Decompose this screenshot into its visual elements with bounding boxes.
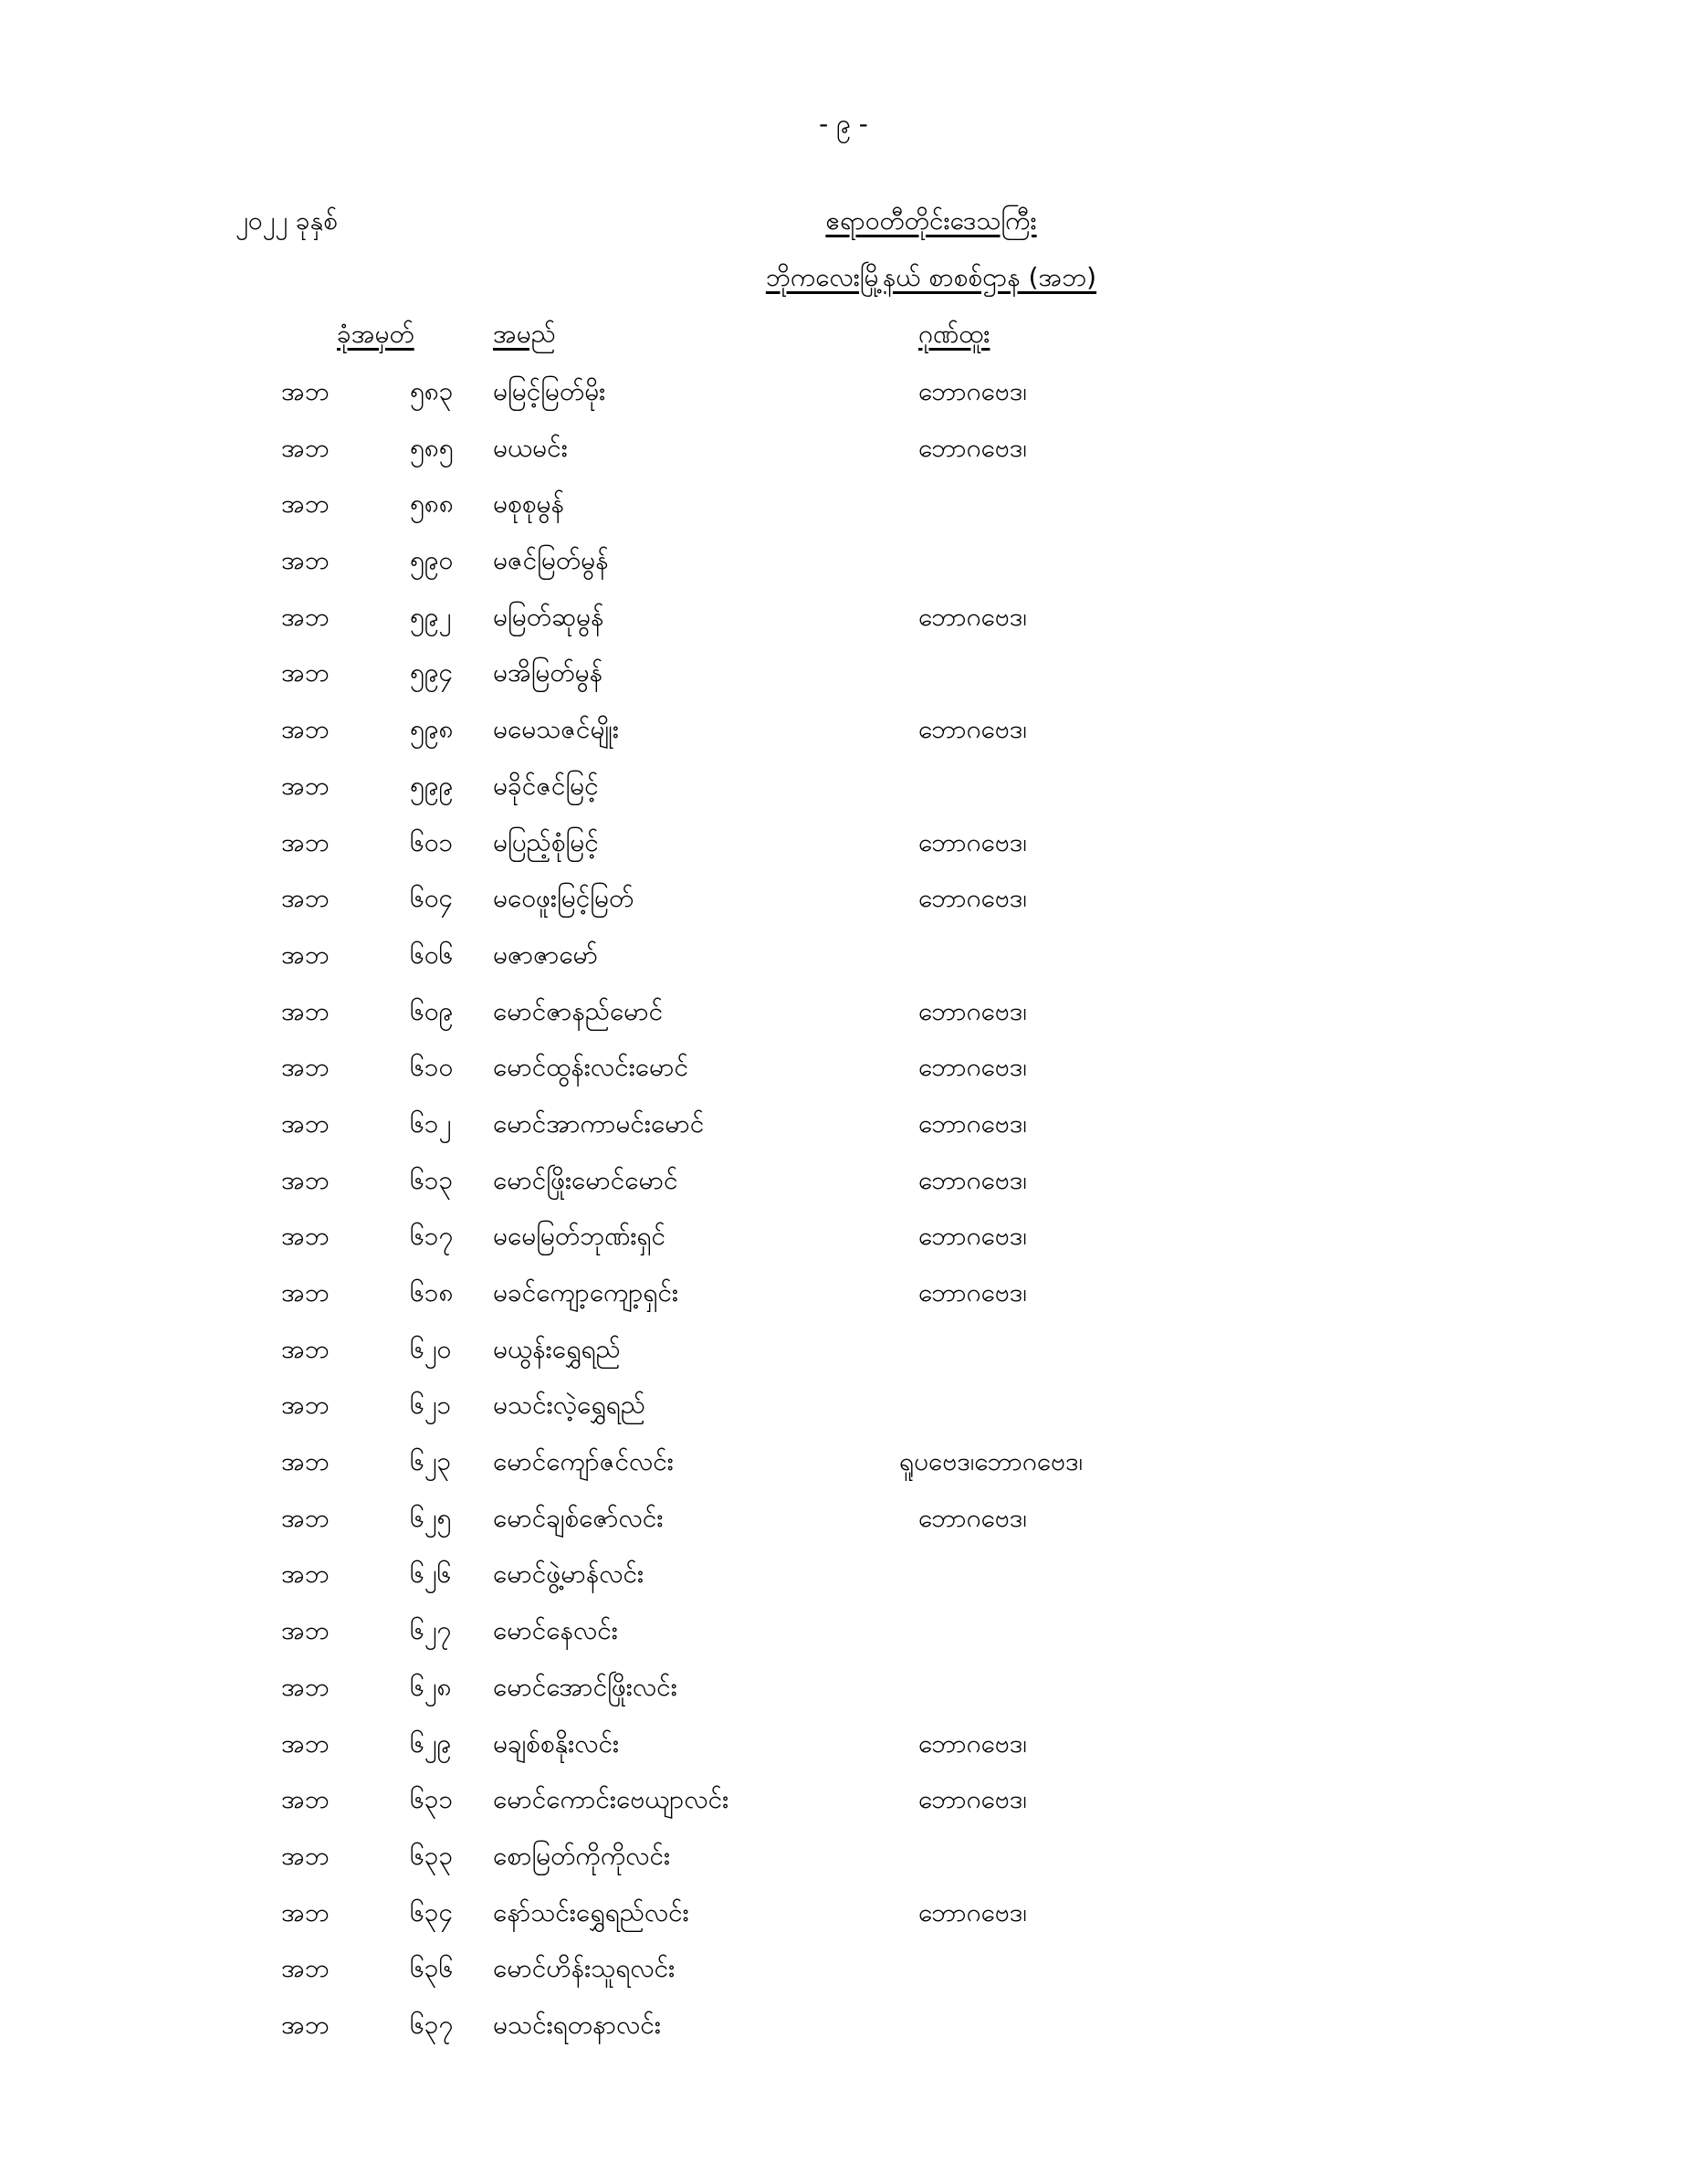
student-name: မယွန်းရွှေရည် <box>493 1333 621 1364</box>
student-name: မမြင့်မြတ်မိုး <box>493 376 606 406</box>
roll-number: ၆၁၇ <box>410 1221 454 1252</box>
roll-number: ၆၀၁ <box>410 826 454 857</box>
list-item <box>0 1277 1687 1334</box>
roll-prefix: အဘ <box>281 1390 330 1421</box>
roll-prefix: အဘ <box>281 601 330 632</box>
student-name: မောင်ဟိန်းသူရလင်း <box>493 1953 676 1984</box>
list-item <box>0 1559 1687 1615</box>
list-item <box>0 883 1687 940</box>
roll-prefix: အဘ <box>281 1164 330 1195</box>
roll-prefix: အဘ <box>281 714 330 745</box>
honors: ဘောဂဗေဒ၊ <box>918 995 1027 1026</box>
roll-prefix: အဘ <box>281 1671 330 1702</box>
roll-number: ၅၉၂ <box>410 601 452 632</box>
roll-number: ၆၁၈ <box>410 1277 454 1307</box>
roll-number: ၅၉၈ <box>410 714 454 745</box>
student-name: မခင်ကျော့ကျော့ရှင်း <box>493 1277 679 1307</box>
roll-number: ၅၈၅ <box>410 432 454 463</box>
roll-number: ၅၉၄ <box>410 657 454 688</box>
list-item <box>0 771 1687 827</box>
roll-prefix: အဘ <box>281 1502 330 1533</box>
list-item <box>0 1334 1687 1391</box>
student-name: မောင်ချစ်ဇော်လင်း <box>493 1502 664 1533</box>
roll-prefix: အဘ <box>281 1953 330 1984</box>
roll-prefix: အဘ <box>281 1277 330 1307</box>
roll-prefix: အဘ <box>281 939 330 970</box>
student-name: မဇာဇာမော် <box>493 939 599 970</box>
honors: ဘောဂဗေဒ၊ <box>918 826 1027 857</box>
roll-number: ၆၀၄ <box>410 883 454 914</box>
roll-number: ၆၂၈ <box>410 1671 452 1702</box>
roll-number: ၆၃၄ <box>410 1896 454 1927</box>
header-roll-no: ခုံအမှတ် <box>337 319 414 349</box>
roll-number: ၅၈၃ <box>410 376 454 406</box>
student-name: မခိုင်ဇင်မြင့် <box>493 770 599 801</box>
list-item <box>0 1953 1687 2010</box>
honors: ဘောဂဗေဒ၊ <box>918 1896 1027 1927</box>
student-name: မောင်ဇာနည်မောင် <box>493 995 664 1026</box>
student-name: မဝေဖူးမြင့်မြတ် <box>493 883 634 914</box>
list-item <box>0 1165 1687 1222</box>
list-item <box>0 1672 1687 1728</box>
student-name: မမေမြတ်ဘုဏ်းရှင် <box>493 1221 666 1252</box>
header-name: အမည် <box>493 319 556 349</box>
roll-number: ၆၂၁ <box>410 1390 452 1421</box>
honors: ရူပဗေဒ၊ဘောဂဗေဒ၊ <box>899 1446 1084 1477</box>
roll-prefix: အဘ <box>281 770 330 801</box>
honors: ဘောဂဗေဒ၊ <box>918 376 1027 406</box>
roll-number: ၆၂၆ <box>410 1559 452 1590</box>
list-item <box>0 1615 1687 1672</box>
student-name: မောင်ဖွဲ့မာန်လင်း <box>493 1559 644 1590</box>
roll-prefix: အဘ <box>281 432 330 463</box>
roll-number: ၆၁၃ <box>410 1164 454 1195</box>
list-item <box>0 376 1687 433</box>
document-subtitle: ဘိုကလေးမြို့နယ် စာစစ်ဌာန (အဘ) <box>765 262 1097 292</box>
list-item <box>0 714 1687 771</box>
student-name: မယမင်း <box>493 432 568 463</box>
roll-prefix: အဘ <box>281 1108 330 1139</box>
list-item <box>0 2010 1687 2066</box>
student-name: မသင်းလဲ့ရွှေရည် <box>493 1390 645 1421</box>
document-title: ဧရာဝတီတိုင်းဒေသကြီး <box>825 205 1037 236</box>
year-label: ၂၀၂၂ ခုနှစ် <box>236 205 338 236</box>
student-name: မမေသဇင်မျိုး <box>493 714 620 745</box>
roll-prefix: အဘ <box>281 1559 330 1590</box>
list-item <box>0 602 1687 658</box>
roll-number: ၅၉၀ <box>410 545 454 576</box>
student-name: မမြတ်ဆုမွန် <box>493 601 604 632</box>
roll-number: ၆၂၇ <box>410 1615 452 1646</box>
roll-number: ၆၂၉ <box>410 1727 452 1759</box>
honors: ဘောဂဗေဒ၊ <box>918 601 1027 632</box>
honors: ဘောဂဗေဒ၊ <box>918 883 1027 914</box>
roll-number: ၅၉၉ <box>410 770 454 801</box>
roll-number: ၆၂၀ <box>410 1333 452 1364</box>
roll-prefix: အဘ <box>281 1052 330 1083</box>
student-name: မစုစုမွန် <box>493 488 564 520</box>
roll-prefix: အဘ <box>281 657 330 688</box>
student-name: မောင်နေလင်း <box>493 1615 618 1646</box>
list-item <box>0 827 1687 884</box>
list-item <box>0 1897 1687 1954</box>
honors: ဘောဂဗေဒ၊ <box>918 1108 1027 1139</box>
roll-number: ၆၃၃ <box>410 1840 454 1871</box>
roll-number: ၆၃၇ <box>410 2009 454 2040</box>
list-item <box>0 1221 1687 1277</box>
student-name: မသင်းရတနာလင်း <box>493 2009 661 2040</box>
honors: ဘောဂဗေဒ၊ <box>918 1727 1027 1759</box>
roll-prefix: အဘ <box>281 488 330 520</box>
honors: ဘောဂဗေဒ၊ <box>918 1784 1027 1815</box>
list-item <box>0 1052 1687 1108</box>
list-item <box>0 1841 1687 1897</box>
student-name: မပြည့်စုံမြင့် <box>493 826 599 857</box>
list-item <box>0 1728 1687 1785</box>
list-item <box>0 433 1687 489</box>
roll-number: ၆၁၀ <box>410 1052 454 1083</box>
honors: ဘောဂဗေဒ၊ <box>918 1052 1027 1083</box>
roll-number: ၆၁၂ <box>410 1108 452 1139</box>
header-honors: ဂုဏ်ထူး <box>918 319 990 349</box>
roll-prefix: အဘ <box>281 883 330 914</box>
roll-prefix: အဘ <box>281 2009 330 2040</box>
list-item <box>0 1784 1687 1841</box>
roll-prefix: အဘ <box>281 1615 330 1646</box>
student-name: မောင်အောင်ဖြိုးလင်း <box>493 1671 677 1702</box>
roll-number: ၆၂၅ <box>410 1502 452 1533</box>
results-list <box>0 376 1687 2066</box>
honors: ဘောဂဗေဒ၊ <box>918 714 1027 745</box>
roll-number: ၆၂၃ <box>410 1446 452 1477</box>
list-item <box>0 545 1687 602</box>
roll-prefix: အဘ <box>281 1727 330 1759</box>
roll-prefix: အဘ <box>281 1221 330 1252</box>
page-number: - ၉ - <box>819 109 868 139</box>
roll-number: ၅၈၈ <box>410 488 454 520</box>
roll-number: ၆၀၆ <box>410 939 454 970</box>
honors: ဘောဂဗေဒ၊ <box>918 1221 1027 1252</box>
student-name: မောင်ကျော်ဇင်လင်း <box>493 1446 674 1477</box>
roll-prefix: အဘ <box>281 376 330 406</box>
list-item <box>0 1446 1687 1503</box>
honors: ဘောဂဗေဒ၊ <box>918 1164 1027 1195</box>
student-name: မောင်ကောင်းဗေယျာလင်း <box>493 1784 729 1815</box>
honors: ဘောဂဗေဒ၊ <box>918 1277 1027 1307</box>
student-name: မချစ်စနိုးလင်း <box>493 1727 620 1759</box>
list-item <box>0 1390 1687 1446</box>
roll-prefix: အဘ <box>281 1784 330 1815</box>
roll-number: ၆၀၉ <box>410 995 454 1026</box>
roll-number: ၆၃၆ <box>410 1953 454 1984</box>
student-name: မောင်အာကာမင်းမောင် <box>493 1108 705 1139</box>
roll-prefix: အဘ <box>281 995 330 1026</box>
roll-prefix: အဘ <box>281 1896 330 1927</box>
list-item <box>0 488 1687 545</box>
roll-prefix: အဘ <box>281 545 330 576</box>
student-name: မဇင်မြတ်မွန် <box>493 545 609 576</box>
student-name: စောမြတ်ကိုကိုလင်း <box>493 1840 671 1871</box>
roll-prefix: အဘ <box>281 1840 330 1871</box>
honors: ဘောဂဗေဒ၊ <box>918 432 1027 463</box>
roll-prefix: အဘ <box>281 826 330 857</box>
list-item <box>0 1108 1687 1165</box>
list-item <box>0 657 1687 714</box>
student-name: မောင်ထွန်းလင်းမောင် <box>493 1052 689 1083</box>
list-item <box>0 940 1687 996</box>
student-name: မောင်ဖြိုးမောင်မောင် <box>493 1164 678 1195</box>
roll-prefix: အဘ <box>281 1333 330 1364</box>
list-item <box>0 1503 1687 1559</box>
roll-number: ၆၃၁ <box>410 1784 454 1815</box>
list-item <box>0 996 1687 1053</box>
student-name: မအိမြတ်မွန် <box>493 657 603 688</box>
student-name: နော်သင်းရွှေရည်လင်း <box>493 1896 689 1927</box>
roll-prefix: အဘ <box>281 1446 330 1477</box>
honors: ဘောဂဗေဒ၊ <box>918 1502 1027 1533</box>
